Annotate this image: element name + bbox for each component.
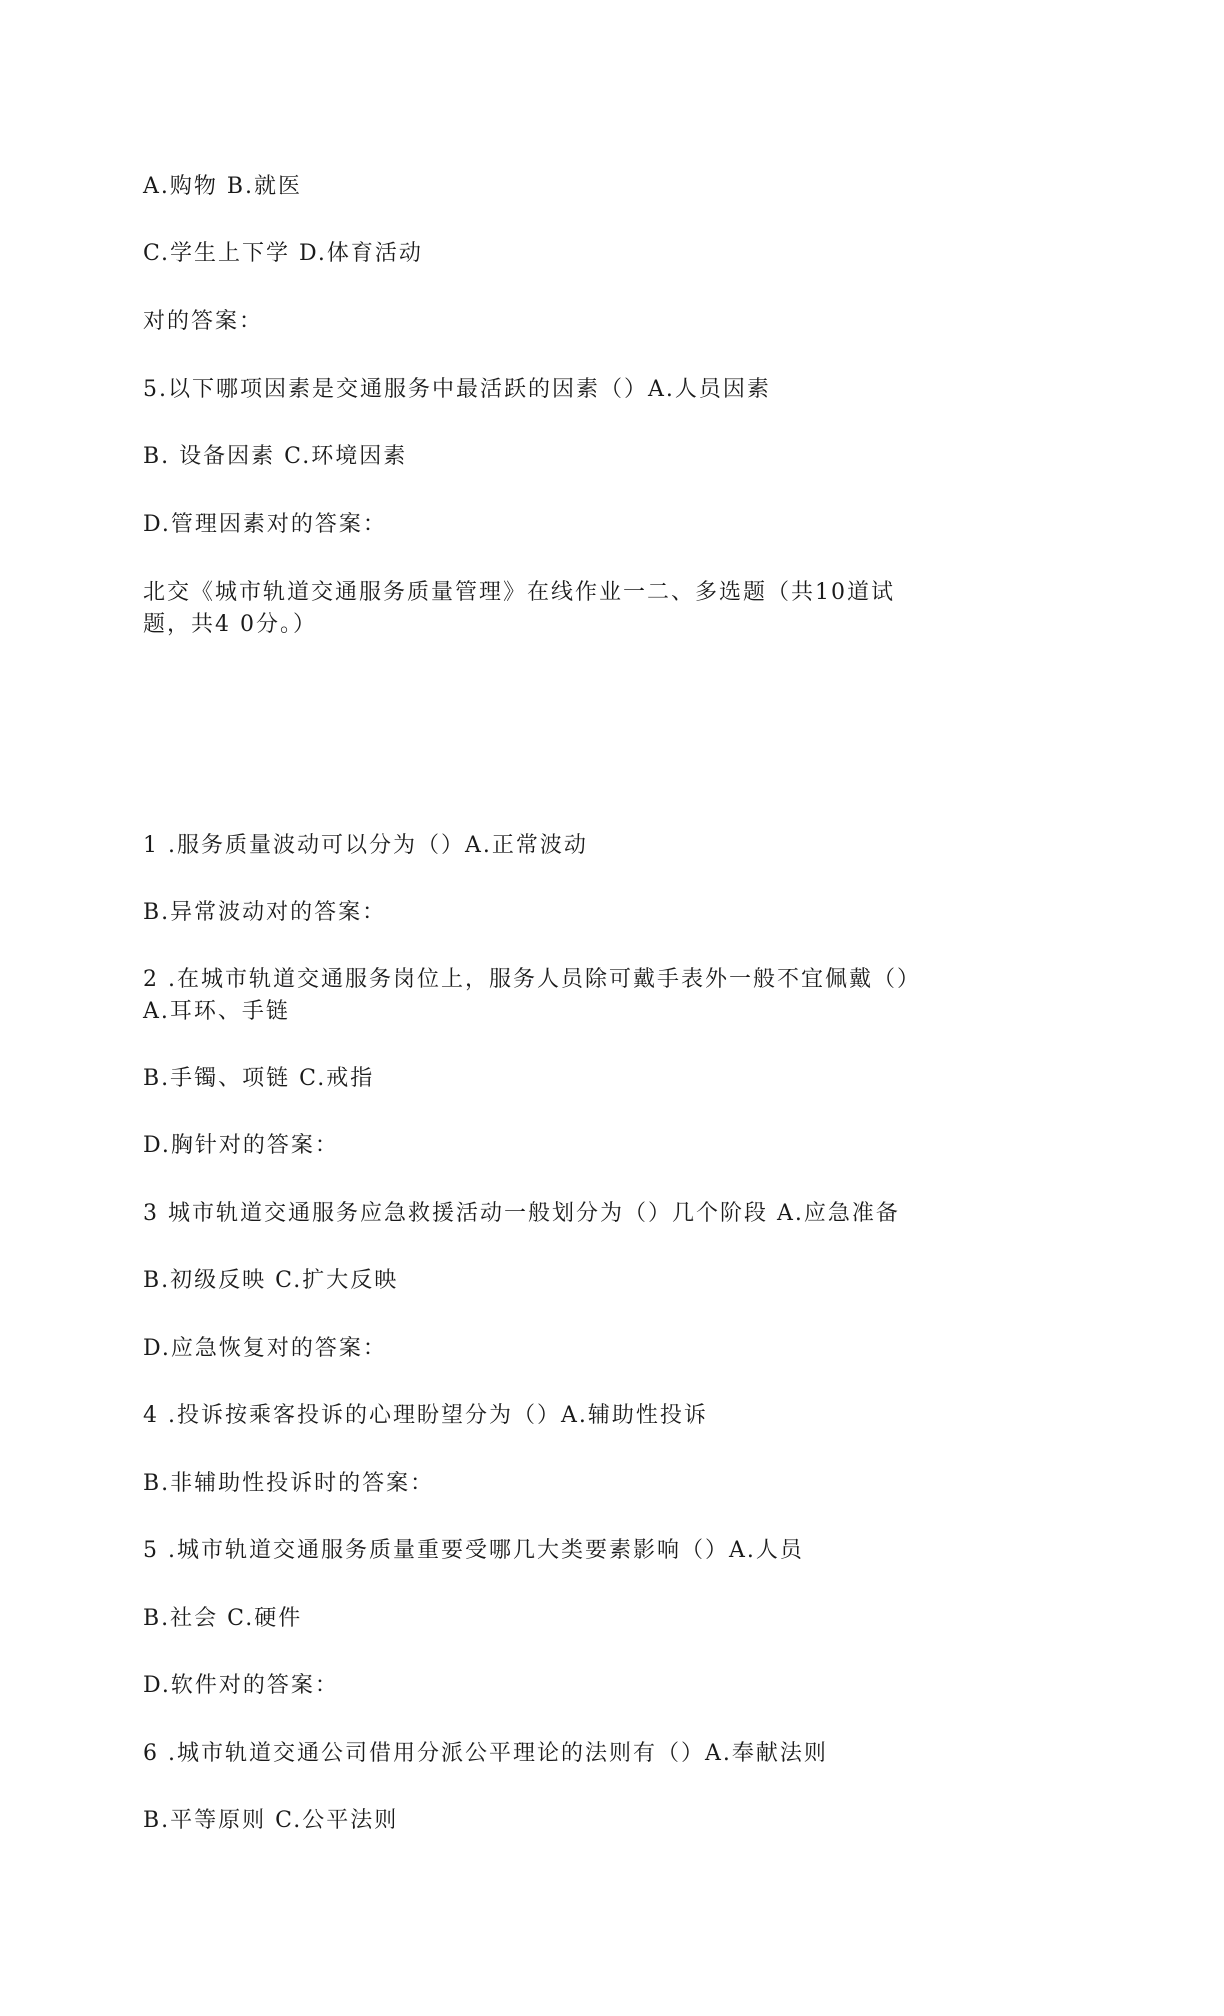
text-line: D.胸针对的答案：	[143, 1133, 339, 1158]
text-line: 3 城市轨道交通服务应急救援活动一般划分为（）几个阶段 A.应急准备	[143, 1201, 900, 1226]
text-line: D.软件对的答案：	[143, 1673, 339, 1698]
text-line: 对的答案：	[143, 309, 264, 334]
text-line: B.社会 C.硬件	[143, 1606, 303, 1631]
text-line: D.应急恢复对的答案：	[143, 1336, 387, 1361]
text-line: 1 .服务质量波动可以分为（）A.正常波动	[143, 833, 588, 858]
text-line: B.异常波动对的答案：	[143, 900, 387, 925]
text-line: B.平等原则 C.公平法则	[143, 1808, 399, 1833]
text-line: 5 .城市轨道交通服务质量重要受哪几大类要素影响（）A.人员	[143, 1538, 804, 1563]
text-line: 2 .在城市轨道交通服务岗位上，服务人员除可戴手表外一般不宜佩戴（）A.耳环、手链	[143, 967, 921, 1024]
text-line: 5.以下哪项因素是交通服务中最活跃的因素（）A.人员因素	[143, 377, 771, 402]
text-line: B. 设备因素 C.环境因素	[143, 444, 408, 469]
text-line: A.购物 B.就医	[143, 174, 303, 199]
text-line: B.初级反映 C.扩大反映	[143, 1268, 399, 1293]
text-line: B.手镯、项链 C.戒指	[143, 1066, 375, 1091]
section-heading: 北交《城市轨道交通服务质量管理》在线作业一二、多选题（共10道试题，共4 0分。）	[143, 580, 895, 637]
text-line: 4 .投诉按乘客投诉的心理盼望分为（）A.辅助性投诉	[143, 1403, 708, 1428]
text-line: D.管理因素对的答案：	[143, 512, 387, 537]
text-line: C.学生上下学 D.体育活动	[143, 241, 423, 266]
text-line: 6 .城市轨道交通公司借用分派公平理论的法则有（）A.奉献法则	[143, 1741, 828, 1766]
text-line: B.非辅助性投诉时的答案：	[143, 1471, 435, 1496]
